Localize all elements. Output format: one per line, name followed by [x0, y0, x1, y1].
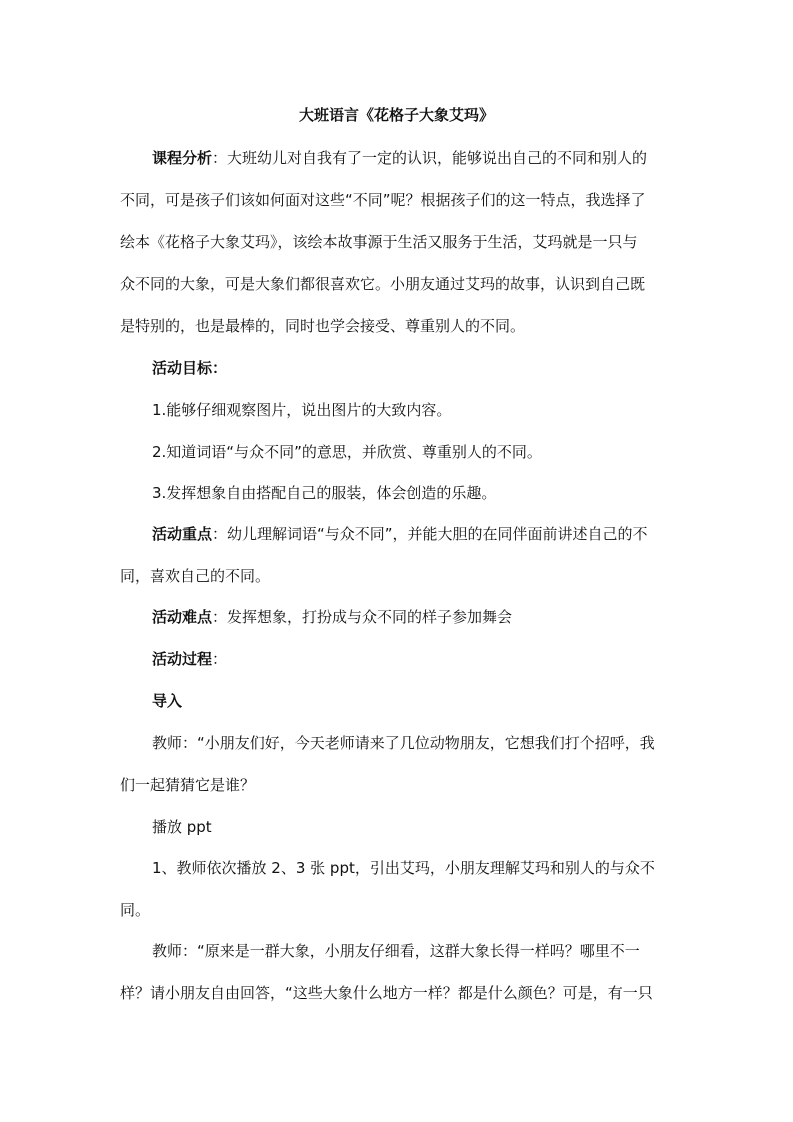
course-analysis-line-2: 不同，可是孩子们该如何面对这些“不同”呢？根据孩子们的这一特点，我选择了: [120, 191, 646, 209]
course-analysis-text-1: ：大班幼儿对自我有了一定的认识，能够说出自己的不同和别人的: [212, 149, 648, 167]
process-suffix: ：: [212, 650, 228, 668]
goal-item-1: 1.能够仔细观察图片，说出图片的大致内容。: [152, 401, 452, 419]
key-points-line-2: 同，喜欢自己的不同。: [120, 567, 271, 585]
key-points-line-1: [152, 522, 680, 546]
teacher-2-line-2: 样？请小朋友自由回答，“这些大象什么地方一样？都是什么颜色？可是，有一只: [120, 984, 653, 1002]
play-ppt-line: 播放 ppt: [152, 818, 212, 836]
difficulty-line: [152, 605, 680, 629]
course-analysis-label: 课程分析: [152, 149, 213, 167]
goals-heading: 活动目标：: [152, 359, 228, 377]
intro-heading: 导入: [152, 692, 183, 710]
course-analysis-line-3: 绘本《花格子大象艾玛》，该绘本故事源于生活又服务于生活，艾玛就是一只与: [120, 233, 638, 251]
key-points-text-1: ：幼儿理解词语“与众不同”，并能大胆的在同伴面前讲述自己的不: [212, 525, 648, 543]
difficulty-label: 活动难点: [152, 608, 213, 626]
step-1-line-2: 同。: [120, 901, 151, 919]
document-title: 大班语言《花格子大象艾玛》: [298, 106, 494, 124]
difficulty-text: ：发挥想象，打扮成与众不同的样子参加舞会: [212, 608, 513, 626]
process-heading: [152, 647, 680, 671]
course-analysis-line-1: [152, 146, 680, 170]
course-analysis-line-5: 是特别的，也是最棒的，同时也学会接受、尊重别人的不同。: [120, 317, 526, 335]
process-label: 活动过程: [152, 650, 213, 668]
goal-item-3: 3.发挥想象自由搭配自己的服装，体会创造的乐趣。: [152, 484, 497, 502]
teacher-line-1: 教师：“小朋友们好，今天老师请来了几位动物朋友，它想我们打个招呼，我: [152, 734, 655, 752]
teacher-line-2: 们一起猜猜它是谁？: [120, 776, 256, 794]
key-points-label: 活动重点: [152, 525, 213, 543]
course-analysis-line-4: 众不同的大象，可是大象们都很喜欢它。小朋友通过艾玛的故事，认识到自己既: [120, 275, 646, 293]
teacher-2-line-1: 教师：“原来是一群大象，小朋友仔细看，这群大象长得一样吗？哪里不一: [152, 942, 640, 960]
step-1-line-1: 1、教师依次播放 2、3 张 ppt，引出艾玛，小朋友理解艾玛和别人的与众不: [152, 859, 655, 877]
goal-item-2: 2.知道词语“与众不同”的意思，并欣赏、尊重别人的不同。: [152, 443, 542, 461]
